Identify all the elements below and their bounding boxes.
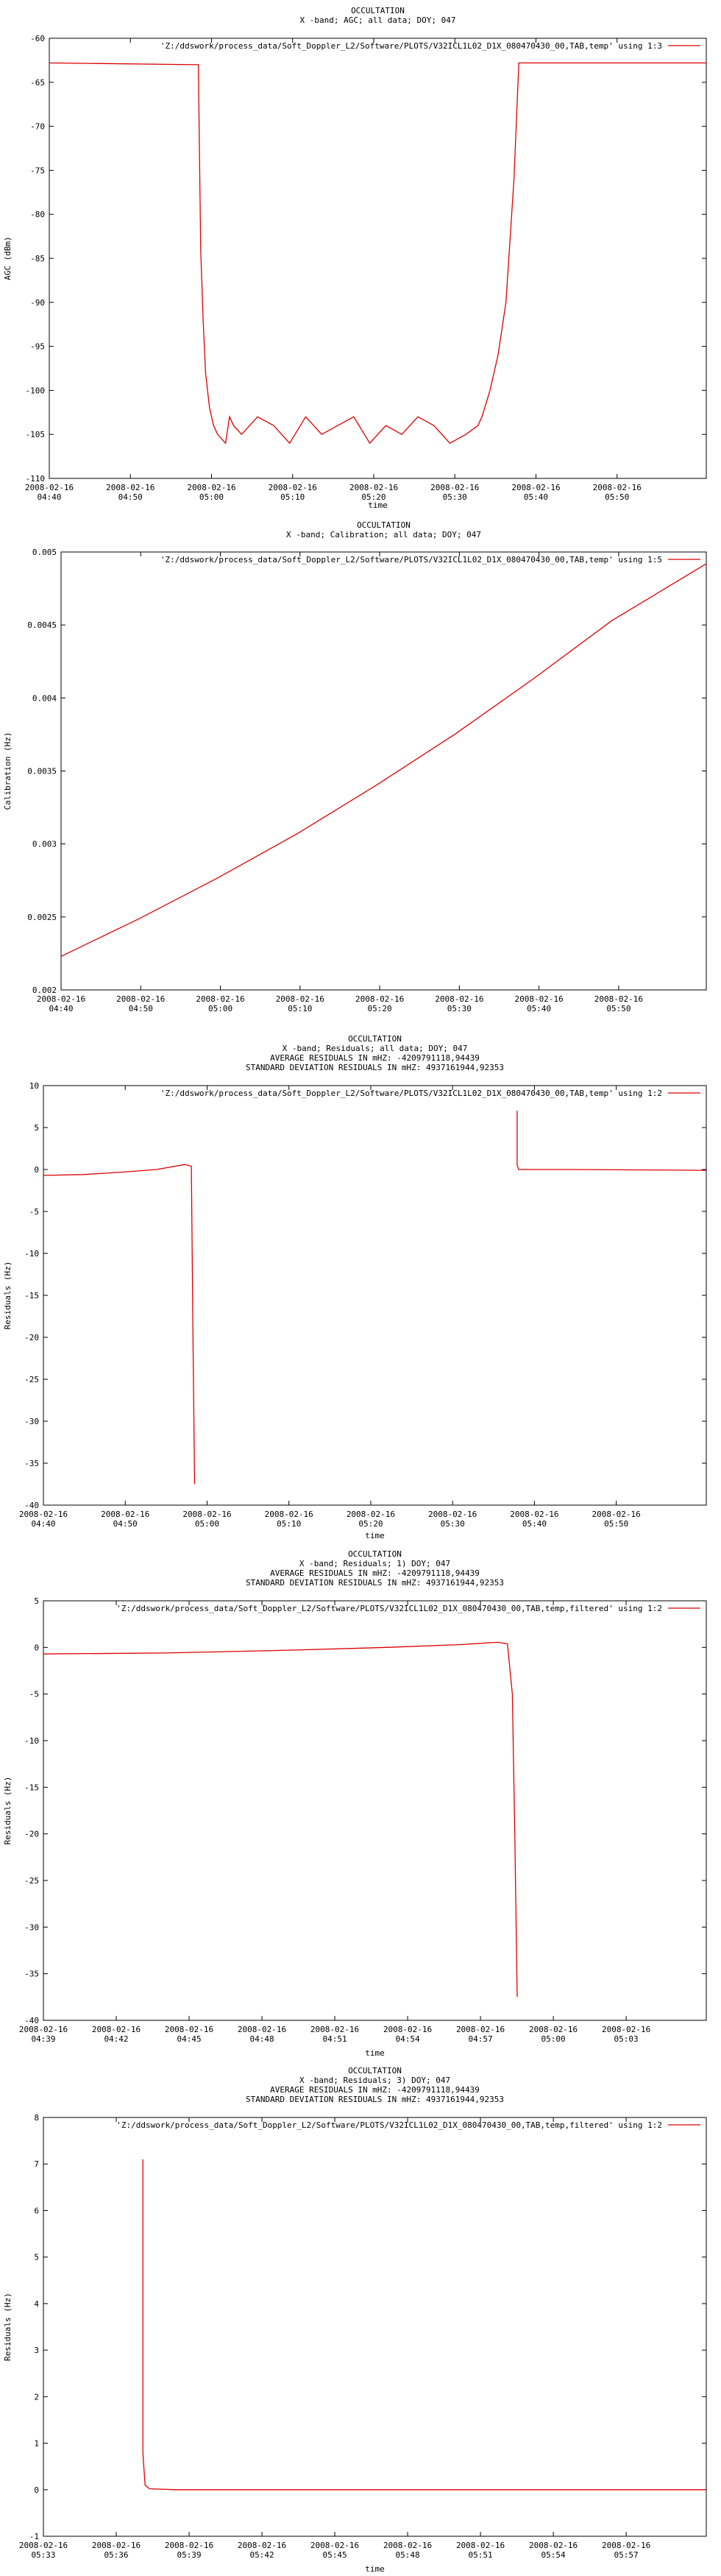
- y-tick-label: -95: [30, 342, 45, 352]
- y-tick-label: -40: [24, 2016, 39, 2025]
- legend-label: 'Z:/ddswork/process_data/Soft_Doppler_L2/Software/PLOTS/V32ICL1L02_D1X_080470430_00,TAB,temp' using 1:5: [160, 555, 662, 565]
- x-tick-label: 2008-02-16: [594, 994, 644, 1004]
- x-axis-label: time: [365, 2564, 385, 2574]
- x-tick-label: 2008-02-16: [435, 994, 484, 1004]
- y-tick-label: -65: [30, 77, 45, 88]
- x-tick-label: 05:57: [614, 2550, 639, 2560]
- y-tick-label: 8: [34, 2113, 39, 2123]
- x-tick-label: 04:54: [395, 2034, 420, 2044]
- x-tick-label: 2008-02-16: [592, 483, 642, 492]
- x-tick-label: 05:03: [614, 2034, 639, 2044]
- y-tick-label: -70: [30, 121, 45, 132]
- y-tick-label: 5: [34, 2252, 39, 2262]
- x-tick-label: 04:40: [49, 1004, 74, 1013]
- y-tick-label: -90: [30, 297, 45, 308]
- x-tick-label: 05:42: [249, 2550, 274, 2560]
- series-line: [43, 1642, 517, 1997]
- x-tick-label: 05:48: [395, 2550, 420, 2560]
- chart-2: [3, 520, 706, 1013]
- y-tick-label: 0.0045: [27, 620, 57, 631]
- chart-title-line: X -band; Residuals; all data; DOY; 047: [282, 1044, 468, 1053]
- chart-title-line: STANDARD DEVIATION RESIDUALS IN mHZ: 4937161944,92353: [246, 2095, 504, 2104]
- y-tick-label: 0.002: [32, 986, 57, 995]
- x-tick-label: 04:45: [177, 2034, 202, 2044]
- y-tick-label: 0.0035: [27, 766, 57, 776]
- x-tick-label: 2008-02-16: [355, 994, 405, 1004]
- chart-5: [3, 2066, 706, 2574]
- y-tick-label: 6: [34, 2206, 39, 2216]
- x-tick-label: 2008-02-16: [36, 994, 86, 1004]
- x-tick-label: 04:40: [37, 492, 62, 502]
- x-tick-label: 2008-02-16: [592, 1510, 641, 1519]
- x-tick-label: 2008-02-16: [310, 2025, 360, 2034]
- x-tick-label: 2008-02-16: [164, 2025, 214, 2034]
- series-line: [43, 1164, 195, 1484]
- series-line: [61, 564, 706, 957]
- y-tick-label: 10: [29, 1081, 39, 1091]
- y-tick-label: 0.005: [32, 548, 57, 557]
- y-tick-label: -5: [29, 1689, 39, 1699]
- legend-label: 'Z:/ddswork/process_data/Soft_Doppler_L2/Software/PLOTS/V32ICL1L02_D1X_080470430_00,TAB,temp,filtered' using 1:2: [116, 2120, 662, 2130]
- chart-title-line: X -band; Residuals; 3) DOY; 047: [299, 2076, 451, 2085]
- y-tick-label: -80: [30, 210, 45, 220]
- y-tick-label: -5: [29, 1207, 39, 1217]
- x-tick-label: 04:42: [104, 2034, 129, 2044]
- x-tick-label: 05:10: [288, 1004, 313, 1013]
- chart-title-line: X -band; Calibration; all data; DOY; 047: [286, 530, 481, 539]
- x-tick-label: 2008-02-16: [91, 2025, 141, 2034]
- x-tick-label: 05:45: [322, 2550, 347, 2560]
- x-tick-label: 2008-02-16: [18, 2541, 68, 2550]
- x-tick-label: 05:00: [541, 2034, 566, 2044]
- y-tick-label: 4: [34, 2299, 39, 2309]
- x-tick-label: 2008-02-16: [24, 483, 74, 492]
- x-tick-label: 2008-02-16: [510, 1510, 559, 1519]
- y-tick-label: -105: [25, 430, 45, 440]
- chart-3: [3, 1034, 706, 1540]
- x-tick-label: 2008-02-16: [528, 2025, 578, 2034]
- x-tick-label: 2008-02-16: [528, 2541, 578, 2550]
- x-tick-label: 05:10: [277, 1519, 302, 1529]
- y-tick-label: -75: [30, 166, 45, 176]
- x-tick-label: 05:50: [606, 1004, 631, 1013]
- x-tick-label: 05:54: [541, 2550, 566, 2560]
- x-tick-label: 2008-02-16: [383, 2025, 433, 2034]
- y-axis-label: Residuals (Hz): [3, 1261, 13, 1330]
- x-tick-label: 04:40: [31, 1519, 56, 1529]
- chart-title-line: OCCULTATION: [348, 1549, 402, 1559]
- chart-title-line: OCCULTATION: [348, 1034, 402, 1044]
- x-tick-label: 05:00: [194, 1519, 220, 1529]
- chart-title-line: X -band; Residuals; 1) DOY; 047: [299, 1559, 451, 1568]
- x-tick-label: 2008-02-16: [511, 483, 561, 492]
- x-tick-label: 05:20: [367, 1004, 392, 1013]
- y-tick-label: -40: [24, 1501, 39, 1510]
- x-tick-label: 04:50: [128, 1004, 153, 1013]
- x-tick-label: 2008-02-16: [101, 1510, 150, 1519]
- y-tick-label: 7: [34, 2159, 39, 2170]
- y-tick-label: 0: [34, 2485, 39, 2495]
- x-tick-label: 2008-02-16: [430, 483, 480, 492]
- x-tick-label: 2008-02-16: [237, 2025, 287, 2034]
- y-tick-label: 3: [34, 2346, 39, 2356]
- y-tick-label: -30: [24, 1417, 39, 1426]
- y-tick-label: 0.003: [32, 839, 57, 849]
- x-tick-label: 2008-02-16: [310, 2541, 360, 2550]
- x-tick-label: 04:51: [322, 2034, 347, 2044]
- x-tick-label: 05:33: [31, 2550, 56, 2560]
- x-tick-label: 2008-02-16: [268, 483, 317, 492]
- x-tick-label: 04:50: [113, 1519, 138, 1529]
- series-line: [49, 63, 706, 444]
- x-tick-label: 2008-02-16: [455, 2025, 505, 2034]
- y-tick-label: -10: [24, 1249, 39, 1259]
- chart-title-line: OCCULTATION: [351, 6, 405, 15]
- plot-frame: [49, 38, 706, 478]
- x-tick-label: 2008-02-16: [106, 483, 155, 492]
- y-axis-label: Residuals (Hz): [3, 1776, 13, 1845]
- x-tick-label: 2008-02-16: [601, 2541, 651, 2550]
- y-tick-label: -110: [25, 474, 45, 484]
- x-tick-label: 2008-02-16: [346, 1510, 396, 1519]
- x-tick-label: 05:50: [605, 492, 630, 502]
- chart-title-line: OCCULTATION: [348, 2066, 402, 2076]
- legend-label: 'Z:/ddswork/process_data/Soft_Doppler_L2/Software/PLOTS/V32ICL1L02_D1X_080470430_00,TAB,temp' using 1:2: [160, 1089, 662, 1098]
- y-tick-label: 0: [34, 1165, 39, 1175]
- y-tick-label: -30: [24, 1922, 39, 1933]
- chart-4: [3, 1549, 706, 2058]
- y-tick-label: -60: [30, 34, 45, 43]
- y-tick-label: -25: [24, 1876, 39, 1886]
- x-tick-label: 05:40: [522, 1519, 547, 1529]
- y-tick-label: -20: [24, 1333, 39, 1342]
- x-tick-label: 2008-02-16: [264, 1510, 313, 1519]
- series-line: [517, 1111, 706, 1170]
- x-tick-label: 2008-02-16: [187, 483, 236, 492]
- x-tick-label: 2008-02-16: [383, 2541, 433, 2550]
- y-tick-label: -15: [24, 1783, 39, 1793]
- y-axis-label: Residuals (Hz): [3, 2293, 13, 2361]
- chart-1: [3, 6, 706, 510]
- x-tick-label: 2008-02-16: [18, 2025, 68, 2034]
- y-tick-label: -1: [29, 2532, 39, 2541]
- y-tick-label: -100: [25, 386, 45, 396]
- x-tick-label: 05:20: [358, 1519, 383, 1529]
- x-tick-label: 05:10: [280, 492, 305, 502]
- x-tick-label: 2008-02-16: [349, 483, 399, 492]
- x-axis-label: time: [365, 1531, 385, 1540]
- chart-title-line: AVERAGE RESIDUALS IN mHZ: -4209791118,94439: [270, 1568, 480, 1578]
- x-tick-label: 05:30: [440, 1519, 465, 1529]
- y-tick-label: -35: [24, 1969, 39, 1979]
- x-tick-label: 2008-02-16: [116, 994, 166, 1004]
- x-tick-label: 05:50: [604, 1519, 629, 1529]
- x-tick-label: 05:30: [447, 1004, 472, 1013]
- x-tick-label: 05:40: [523, 492, 549, 502]
- x-tick-label: 04:39: [31, 2034, 56, 2044]
- y-tick-label: 5: [34, 1123, 39, 1133]
- x-tick-label: 2008-02-16: [428, 1510, 477, 1519]
- y-tick-label: 0.0025: [27, 912, 57, 922]
- x-tick-label: 2008-02-16: [601, 2025, 651, 2034]
- x-tick-label: 05:30: [442, 492, 467, 502]
- y-axis-label: Calibration (Hz): [3, 732, 13, 810]
- x-tick-label: 04:50: [118, 492, 143, 502]
- series-line: [143, 2159, 706, 2490]
- x-tick-label: 05:36: [104, 2550, 129, 2560]
- y-tick-label: -20: [24, 1829, 39, 1839]
- x-tick-label: 2008-02-16: [196, 994, 245, 1004]
- chart-title-line: STANDARD DEVIATION RESIDUALS IN mHZ: 4937161944,92353: [246, 1063, 504, 1072]
- chart-title-line: OCCULTATION: [357, 520, 411, 530]
- x-tick-label: 2008-02-16: [182, 1510, 232, 1519]
- chart-title-line: AVERAGE RESIDUALS IN mHZ: -4209791118,94439: [270, 2085, 480, 2095]
- y-tick-label: 1: [34, 2438, 39, 2449]
- y-tick-label: -10: [24, 1736, 39, 1746]
- x-tick-label: 05:51: [468, 2550, 493, 2560]
- y-tick-label: 5: [34, 1596, 39, 1606]
- x-tick-label: 2008-02-16: [275, 994, 324, 1004]
- y-tick-label: -25: [24, 1375, 39, 1384]
- x-tick-label: 05:40: [527, 1004, 552, 1013]
- x-tick-label: 2008-02-16: [455, 2541, 505, 2550]
- x-tick-label: 2008-02-16: [164, 2541, 214, 2550]
- x-axis-label: time: [365, 2048, 385, 2058]
- legend-label: 'Z:/ddswork/process_data/Soft_Doppler_L2/Software/PLOTS/V32ICL1L02_D1X_080470430_00,TAB,temp' using 1:3: [160, 41, 662, 51]
- y-axis-label: AGC (dBm): [3, 236, 13, 280]
- chart-title-line: STANDARD DEVIATION RESIDUALS IN mHZ: 4937161944,92353: [246, 1578, 504, 1588]
- y-tick-label: -35: [24, 1459, 39, 1468]
- x-tick-label: 2008-02-16: [18, 1510, 68, 1519]
- x-tick-label: 04:48: [249, 2034, 274, 2044]
- x-tick-label: 04:57: [468, 2034, 493, 2044]
- chart-title-line: AVERAGE RESIDUALS IN mHZ: -4209791118,94439: [270, 1053, 480, 1063]
- x-axis-label: time: [368, 500, 388, 510]
- plot-frame: [61, 552, 706, 990]
- x-tick-label: 05:00: [207, 1004, 233, 1013]
- x-tick-label: 2008-02-16: [237, 2541, 287, 2550]
- legend-label: 'Z:/ddswork/process_data/Soft_Doppler_L2/Software/PLOTS/V32ICL1L02_D1X_080470430_00,TAB,temp,filtered' using 1:2: [116, 1604, 662, 1613]
- plot-frame: [43, 1601, 706, 2020]
- x-tick-label: 05:20: [361, 492, 386, 502]
- x-tick-label: 05:39: [177, 2550, 202, 2560]
- plot-frame: [43, 1086, 706, 1505]
- x-tick-label: 05:00: [199, 492, 224, 502]
- y-tick-label: 0.004: [32, 693, 57, 704]
- y-tick-label: -15: [24, 1291, 39, 1301]
- x-tick-label: 2008-02-16: [514, 994, 564, 1004]
- chart-title-line: X -band; AGC; all data; DOY; 047: [299, 15, 456, 25]
- y-tick-label: 0: [34, 1643, 39, 1653]
- y-tick-label: -85: [30, 254, 45, 263]
- x-tick-label: 2008-02-16: [91, 2541, 141, 2550]
- y-tick-label: 2: [34, 2392, 39, 2402]
